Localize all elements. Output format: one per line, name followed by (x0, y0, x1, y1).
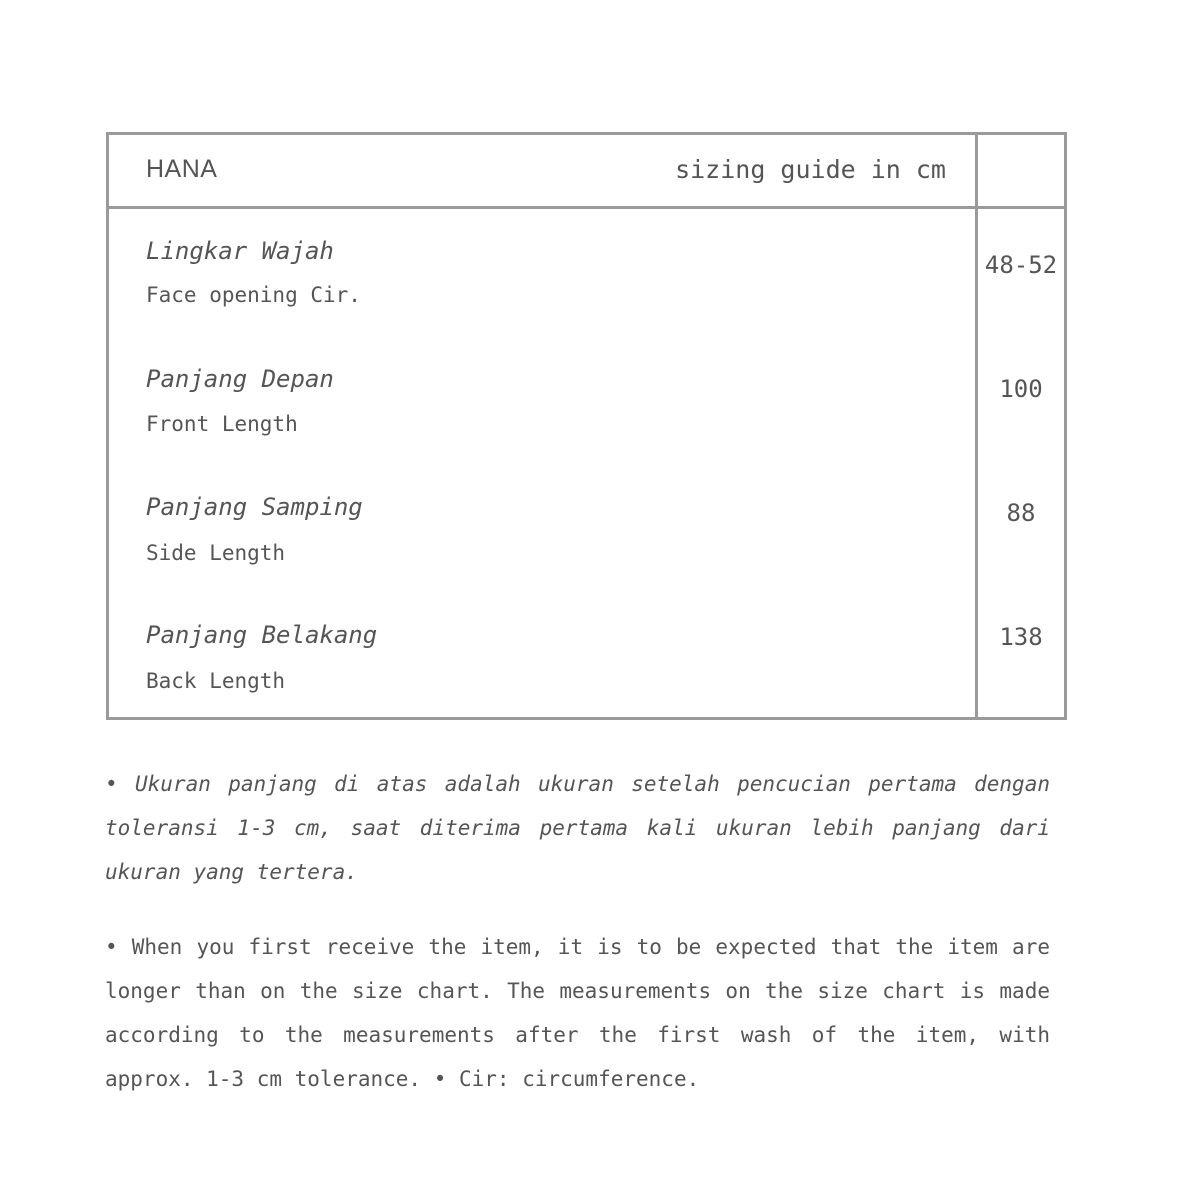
product-name: HANA (146, 155, 218, 183)
table-header (109, 135, 1064, 209)
row-value: 100 (999, 375, 1043, 403)
row-value: 48-52 (984, 251, 1058, 279)
row-label-indonesian: Panjang Belakang (146, 621, 378, 649)
row-label-indonesian: Panjang Depan (146, 365, 334, 393)
row-label-english: Face opening Cir. (146, 283, 361, 307)
row-value: 138 (999, 623, 1043, 651)
row-label-indonesian: Lingkar Wajah (146, 237, 334, 265)
sizing-table (106, 132, 1067, 720)
row-label-indonesian: Panjang Samping (146, 493, 363, 521)
row-label-english: Side Length (146, 541, 286, 565)
row-value: 88 (1006, 499, 1036, 527)
note-indonesian: • Ukuran panjang di atas adalah ukuran setelah pencucian pertama dengan toleransi 1-3 cm, saat diterima pertama kali ukuran lebih panjang dari ukuran yang tertera. (105, 772, 1050, 884)
row-label-english: Back Length (146, 669, 286, 693)
sizing-guide-label: sizing guide in cm (675, 155, 946, 184)
note-english: • When you first receive the item, it is to be expected that the item are longer than on the size chart. The measurements on the size chart is made according to the measurements after the first wash of the item, with approx. 1-3 cm tolerance. • Cir: circumference. (105, 935, 1050, 1091)
row-label-english: Front Length (146, 412, 298, 436)
